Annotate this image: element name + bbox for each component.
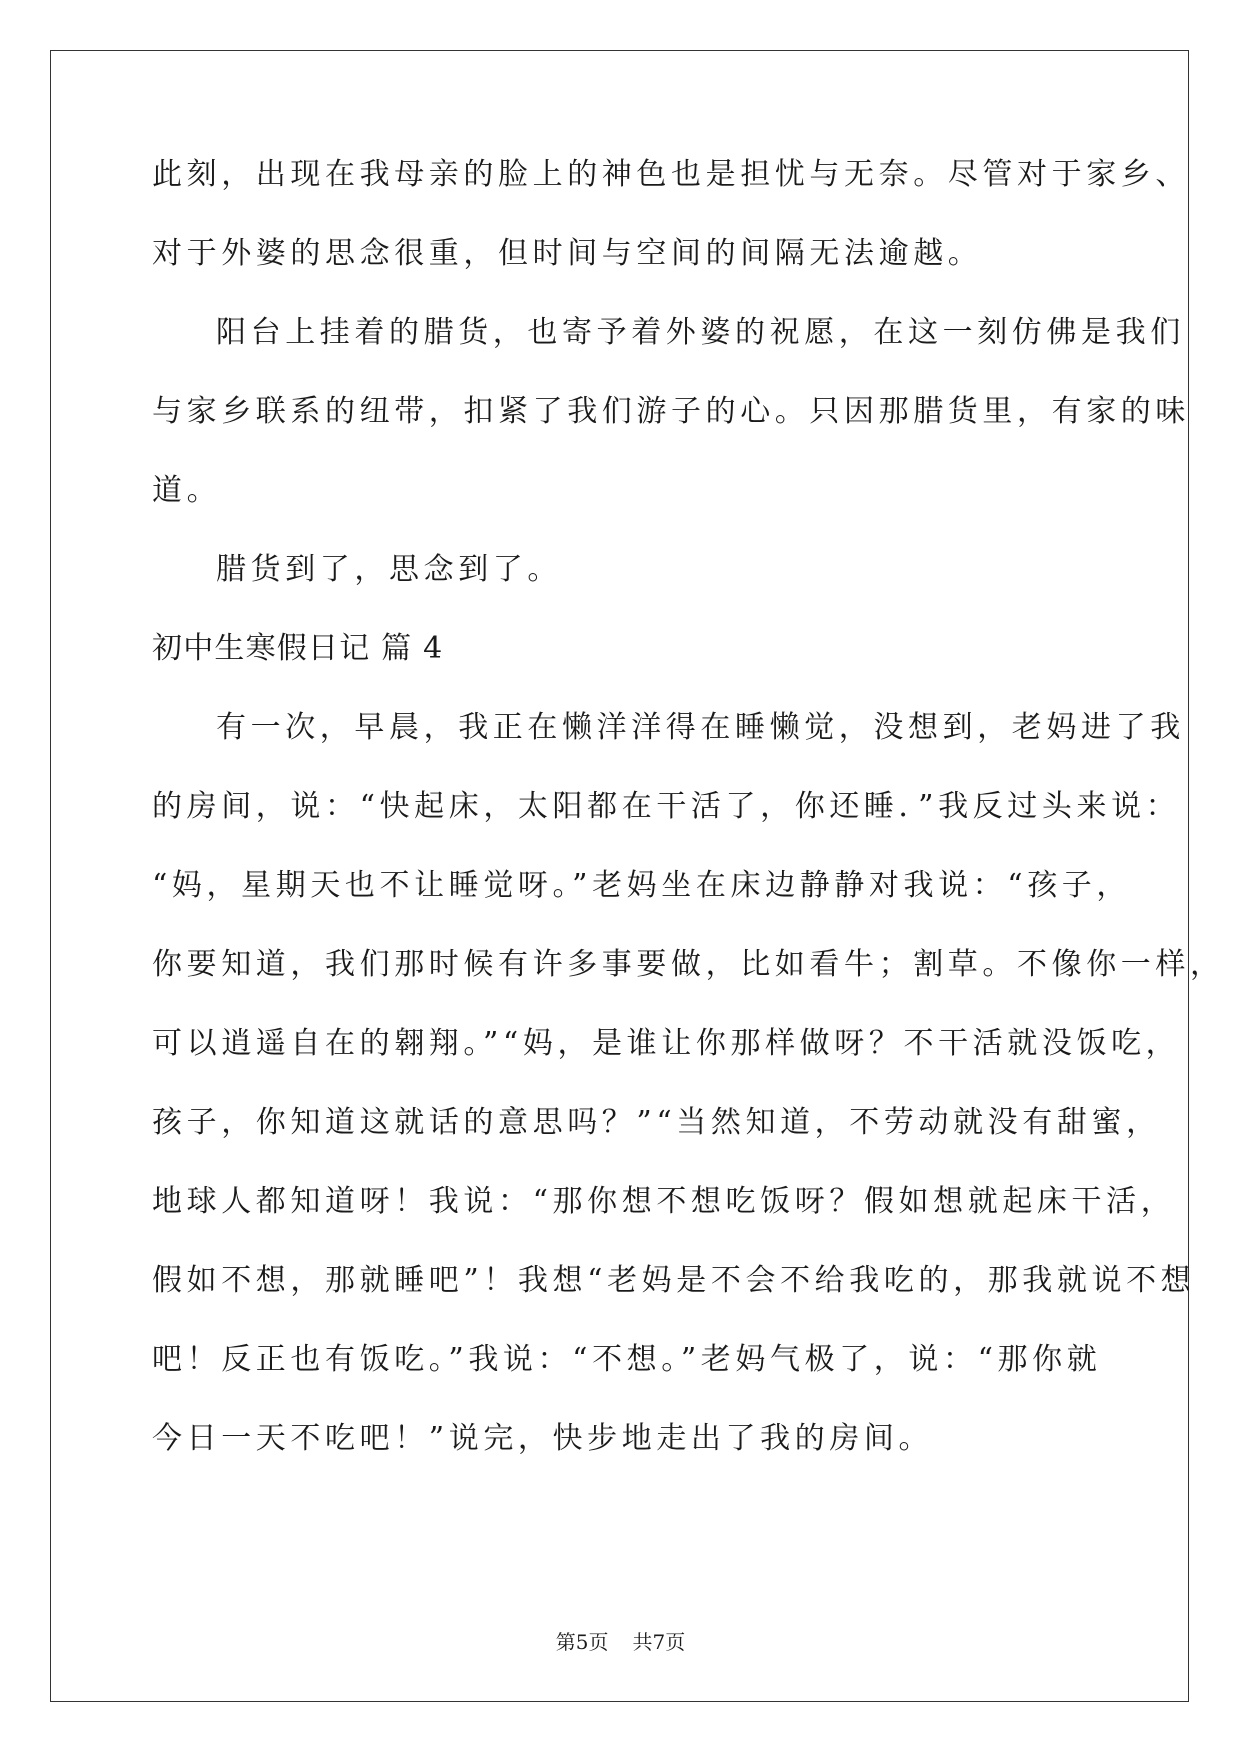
- body-line: 孩子，你知道这就话的意思吗？”“当然知道，不劳动就没有甜蜜，: [152, 1105, 1161, 1140]
- body-line: 有一次，早晨，我正在懒洋洋得在睡懒觉，没想到，老妈进了我: [216, 710, 1185, 745]
- body-line: 腊货到了，思念到了。: [216, 552, 562, 587]
- body-line: 对于外婆的思念很重，但时间与空间的间隔无法逾越。: [152, 236, 983, 271]
- body-line: 与家乡联系的纽带，扣紧了我们游子的心。只因那腊货里，有家的味: [152, 394, 1190, 429]
- body-line: 的房间，说：“快起床，太阳都在干活了，你还睡．”我反过头来说：: [152, 789, 1181, 824]
- body-line: 你要知道，我们那时候有许多事要做，比如看牛；割草。不像你一样，: [152, 947, 1225, 982]
- body-line: 吧！反正也有饭吃。”我说：“不想。”老妈气极了，说：“那你就: [152, 1342, 1102, 1377]
- body-line: 此刻，出现在我母亲的脸上的神色也是担忧与无奈。尽管对于家乡、: [152, 157, 1190, 192]
- body-line: 阳台上挂着的腊货，也寄予着外婆的祝愿，在这一刻仿佛是我们: [216, 315, 1185, 350]
- body-line: “妈，星期天也不让睡觉呀。”老妈坐在床边静静对我说：“孩子，: [152, 868, 1132, 903]
- document-body: [152, 157, 1225, 1503]
- body-line: 可以逍遥自在的翱翔。”“妈，是谁让你那样做呀？不干活就没饭吃，: [152, 1026, 1181, 1061]
- page-number: 第5页: [555, 1630, 609, 1654]
- page-total: 共7页: [632, 1630, 686, 1654]
- page-footer: [0, 1630, 1241, 1654]
- body-line: 道。: [152, 473, 222, 508]
- body-line: 今日一天不吃吧！”说完，快步地走出了我的房间。: [152, 1421, 934, 1456]
- body-line: 假如不想，那就睡吧”！我想“老妈是不会不给我吃的，那我就说不想: [152, 1263, 1196, 1298]
- section-heading: 初中生寒假日记 篇 4: [152, 631, 444, 666]
- body-line: 地球人都知道呀！我说：“那你想不想吃饭呀？假如想就起床干活，: [152, 1184, 1176, 1219]
